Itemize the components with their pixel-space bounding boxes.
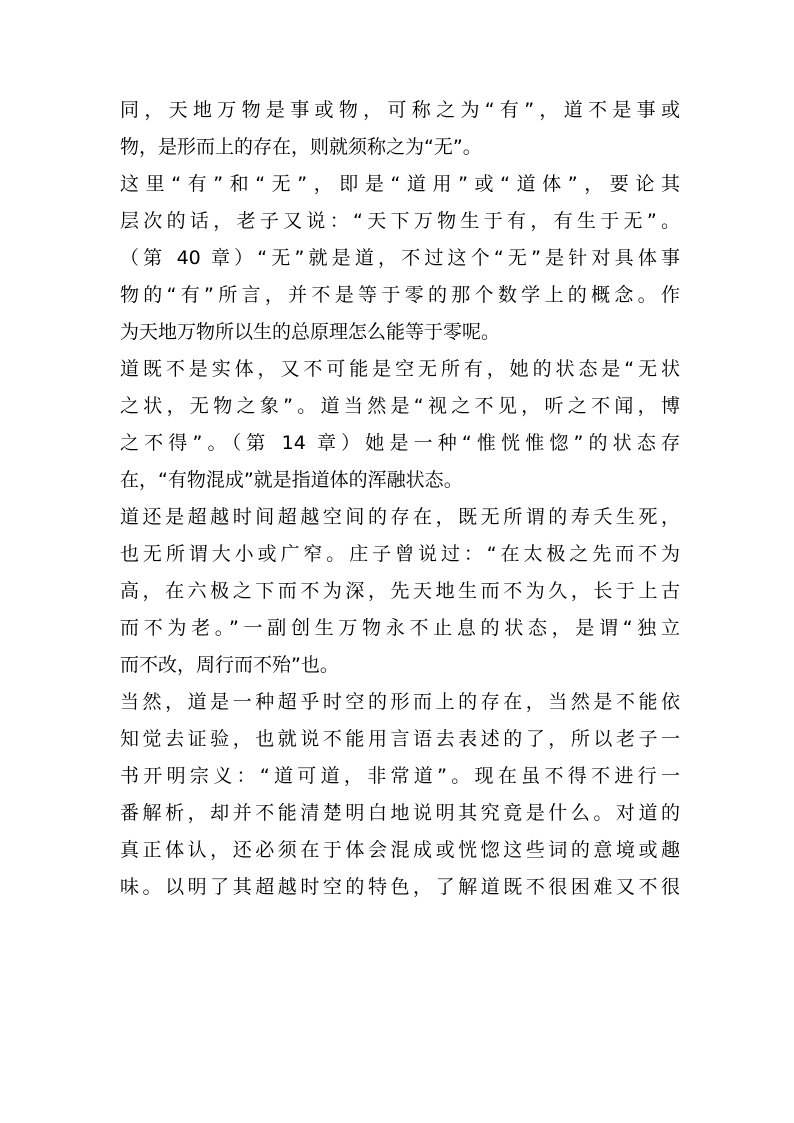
text-line: 同，天地万物是事或物，可称之为“有”，道不是事或: [120, 99, 680, 121]
text-line: 为天地万物所以生的总原理怎么能等于零呢。: [120, 321, 501, 343]
text-line: 道还是超越时间超越空间的存在，既无所谓的寿夭生死，: [120, 506, 680, 528]
text-line: （第 40 章）“无”就是道，不过这个“无”是针对具体事: [120, 247, 680, 269]
body-text: [120, 92, 680, 906]
text-line: 道既不是实体，又不可能是空无所有，她的状态是“无状: [120, 358, 680, 380]
text-line: 层次的话，老子又说：“天下万物生于有，有生于无”。: [120, 210, 680, 232]
text-line: 番解析，却并不能清楚明白地说明其究竟是什么。对道的: [120, 802, 680, 824]
text-line: 味。以明了其超越时空的特色，了解道既不很困难又不很: [120, 876, 680, 898]
text-line: 也无所谓大小或广窄。庄子曾说过：“在太极之先而不为: [120, 543, 680, 565]
text-line: 物的“有”所言，并不是等于零的那个数学上的概念。作: [120, 284, 680, 306]
text-line: 高，在六极之下而不为深，先天地生而不为久，长于上古: [120, 580, 680, 602]
text-line: 在，“有物混成”就是指道体的浑融状态。: [120, 469, 463, 491]
text-line: 这里“有”和“无”，即是“道用”或“道体”，要论其: [120, 173, 680, 195]
text-line: 知觉去证验，也就说不能用言语去表述的了，所以老子一: [120, 728, 680, 750]
text-line: 物，是形而上的存在，则就须称之为“无”。: [120, 136, 482, 158]
text-line: 真正体认，还必须在于体会混成或恍惚这些词的意境或趣: [120, 839, 680, 861]
text-line: 而不改，周行而不殆”也。: [120, 654, 339, 676]
text-line: 之不得”。（第 14 章）她是一种“惟恍惟惚”的状态存: [120, 432, 680, 454]
text-line: 之状，无物之象”。道当然是“视之不见，听之不闻，博: [120, 395, 680, 417]
text-line: 当然，道是一种超乎时空的形而上的存在，当然是不能依: [120, 691, 680, 713]
text-line: 书开明宗义：“道可道，非常道”。现在虽不得不进行一: [120, 765, 680, 787]
text-line: 而不为老。”一副创生万物永不止息的状态，是谓“独立: [120, 617, 680, 639]
